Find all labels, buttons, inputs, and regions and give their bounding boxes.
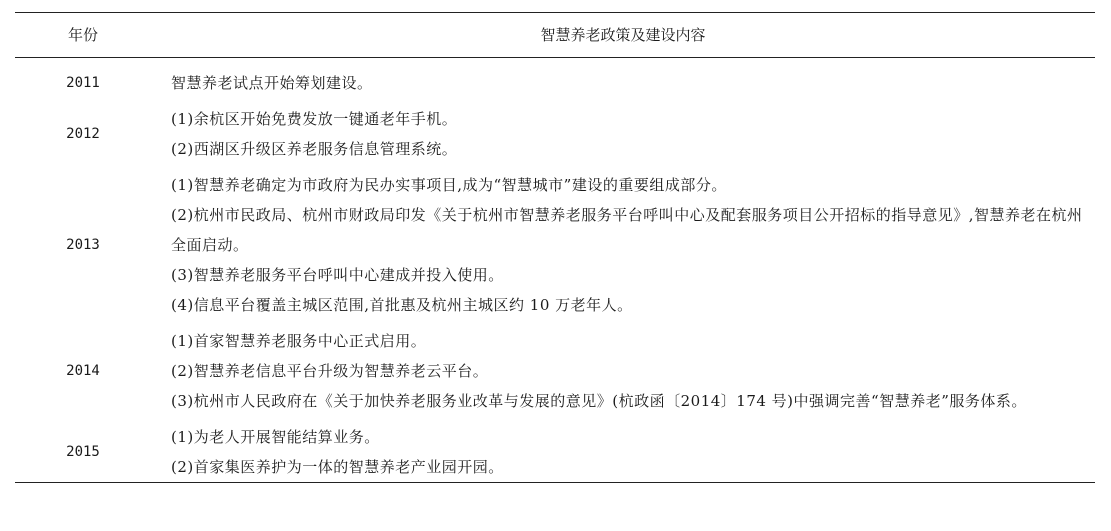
table-row-2015 (15, 416, 1095, 483)
content-item: (2)西湖区升级区养老服务信息管理系统。 (171, 140, 458, 158)
content-cell (151, 58, 1095, 99)
year-cell: 2011 (66, 75, 100, 91)
content-item: (2)杭州市民政局、杭州市财政局印发《关于杭州市智慧养老服务平台呼叫中心及配套服务项目公开招标的指导意见》,智慧养老在杭州全面启动。 (171, 206, 1083, 254)
policy-table-container (15, 12, 1095, 483)
year-cell: 2014 (66, 363, 100, 379)
header-year: 年份 (15, 13, 151, 58)
content-cell (151, 98, 1095, 164)
content-item: (4)信息平台覆盖主城区范围,首批惠及杭州主城区约 10 万老年人。 (171, 296, 633, 314)
content-item: (1)余杭区开始免费发放一键通老年手机。 (171, 110, 458, 128)
content-item: (2)智慧养老信息平台升级为智慧养老云平台。 (171, 362, 489, 380)
content-cell (151, 416, 1095, 483)
year-cell: 2015 (15, 416, 151, 483)
table-header-row (15, 13, 1095, 58)
table-row-2011 (15, 58, 1095, 99)
content-item: (1)智慧养老确定为市政府为民办实事项目,成为“智慧城市”建设的重要组成部分。 (171, 176, 727, 194)
year-cell: 2012 (66, 126, 100, 142)
table-row-2014 (15, 320, 1095, 416)
content-item: (3)杭州市人民政府在《关于加快养老服务业改革与发展的意见》(杭政函〔2014〕174 号)中强调完善“智慧养老”服务体系。 (171, 392, 1027, 410)
content-item: (1)为老人开展智能结算业务。 (171, 428, 380, 446)
content-cell (151, 164, 1095, 320)
table-row-2012 (15, 98, 1095, 164)
content-item: (1)首家智慧养老服务中心正式启用。 (171, 332, 427, 350)
policy-table (15, 12, 1095, 483)
table-row-2013 (15, 164, 1095, 320)
content-item: (2)首家集医养护为一体的智慧养老产业园开园。 (171, 458, 504, 476)
header-content: 智慧养老政策及建设内容 (151, 13, 1095, 58)
year-cell: 2013 (66, 237, 100, 253)
content-item: 智慧养老试点开始筹划建设。 (171, 74, 373, 92)
content-item: (3)智慧养老服务平台呼叫中心建成并投入使用。 (171, 266, 504, 284)
content-cell (151, 320, 1095, 416)
